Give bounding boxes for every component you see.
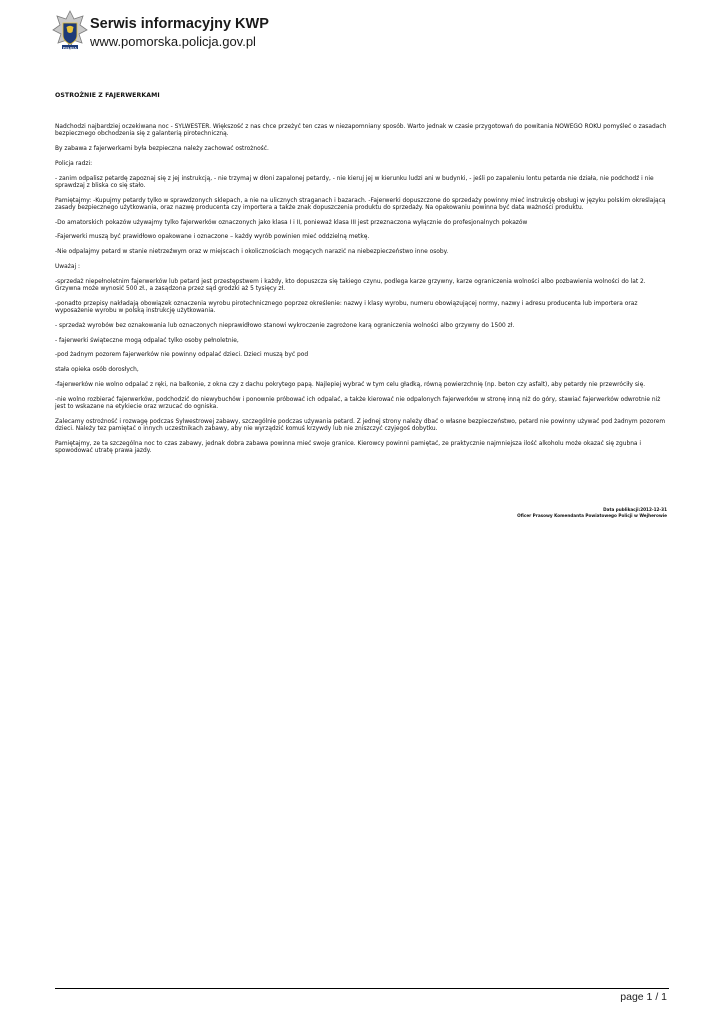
page-number: page 1 / 1 [620, 991, 667, 1003]
paragraph: - zanim odpalisz petardę zapoznaj się z jej instrukcją, - nie trzymaj w dłoni zapalonej petardy, - nie kieruj jej w kierunku ludzi ani w budynki, - jeśli po zapaleniu lontu petarda nie działa, nie podchodź i nie sprawdzaj z bliska co się stało. [55, 175, 654, 189]
article-body [55, 124, 670, 463]
paragraph: -ponadto przepisy nakładają obowiązek oznaczenia wyrobu pirotechnicznego poprzez określenie: nazwy i klasy wyrobu, numeru obowiązującej normy, nazwy i adresu producenta lub importera oraz wyposażenie wyrobu w polską instrukcję użytkowania. [55, 300, 638, 314]
paragraph: Pamiętajmy: -Kupujmy petardy tylko w sprawdzonych sklepach, a nie na ulicznych straganach i bazarach. -Fajerwerki dopuszczone do sprzedaży powinny mieć instrukcję obsługi w języku polskim określającą zasady bezpiecznego użytkowania, oraz nazwę producenta czy importera a także znak dopuszczenia produktu do sprzedaży. Na opakowaniu powinna być data ważności produktu. [55, 197, 666, 211]
logo-text: POLICJA [63, 45, 77, 50]
paragraph: -Do amatorskich pokazów używajmy tylko fajerwerków oznaczonych jako klasa I i II, ponieważ klasa III jest przeznaczona wyłącznie do profesjonalnych pokazów [55, 219, 528, 226]
publication-date: Data publikacji:2012-12-31 [603, 507, 667, 512]
paragraph: -Fajerwerki muszą być prawidłowo opakowane i oznaczone – każdy wyrób powinien mieć oddzielną metkę. [55, 234, 370, 241]
paragraph: -nie wolno rozbierać fajerwerków, podchodzić do niewybuchów i ponownie próbować ich odpalać, a także kierować nie odpalonych fajerwerków w stronę inną niż do góry, stawiać fajerwerków odwrotnie niż jest to wskazane na etykiecie oraz wrzucać do ogniska. [55, 396, 661, 410]
paragraph: stała opieka osób dorosłych, [55, 367, 139, 374]
paragraph: - sprzedaż wyrobów bez oznakowania lub oznaczonych nieprawidłowo stanowi wykroczenie zagrożone karą ograniczenia wolności albo grzywny do 1500 zł. [55, 322, 515, 329]
page-header [52, 10, 682, 56]
paragraph: Policja radzi: [55, 160, 93, 167]
paragraph: -sprzedaż niepełnoletnim fajerwerków lub petard jest przestępstwem i każdy, kto dopuszcza się takiego czynu, podlega karze grzywny, karze ograniczenia wolności albo pozbawienia wolności do lat 2. Grzywna może wynosić 500 zł., a zasądzona przez sąd grodzki aż 5 tysięcy zł. [55, 278, 646, 292]
footer-divider [55, 988, 669, 989]
paragraph: -Nie odpalajmy petard w stanie nietrzeźwym oraz w miejscach i okolicznościach mogących narazić na niebezpieczeństwo inne osoby. [55, 249, 449, 256]
paragraph: By zabawa z fajerwerkami była bezpieczna należy zachować ostrożność. [55, 146, 269, 152]
paragraph: Zalecamy ostrożność i rozwagę podczas Sylwestrowej zabawy, szczególnie podczas używania petard. Z jednej strony należy dbać o własne bezpieczeństwo, petard nie powinny używać pod żadnym pozorem dzieci. Należy tez pamiętać o innych uczestnikach zabawy, aby nie wyrządzić komuś krzywdy lub nie zniszczyć czyjegoś dobytku. [55, 418, 666, 432]
publication-meta [517, 507, 667, 518]
paragraph: - fajerwerki świąteczne mogą odpalać tylko osoby pełnoletnie, [55, 337, 239, 344]
paragraph: -fajerwerków nie wolno odpalać z ręki, na balkonie, z okna czy z dachu pokrytego papą. Najlepiej wybrać w tym celu gładką, równą powierzchnię (np. beton czy asfalt), aby petardy nie przewróciły się. [55, 381, 646, 388]
paragraph: Nadchodzi najbardziej oczekiwana noc - SYLWESTER. Większość z nas chce przeżyć ten czas w niezapomniany sposób. Warto jednak w czasie przygotowań do powitania NOWEGO ROKU pomyśleć o zasadach bezpiecznego obchodzenia się z galanterią pirotechniczną. [55, 124, 667, 138]
paragraph: -pod żadnym pozorem fajerwerków nie powinny odpalać dzieci. Dzieci muszą być pod [55, 352, 309, 359]
police-star-logo [52, 10, 88, 54]
paragraph: Uważaj : [55, 263, 80, 270]
article-title: OSTROŻNIE Z FAJERWERKAMI [55, 92, 160, 99]
site-title: Serwis informacyjny KWP [90, 16, 269, 32]
site-url[interactable]: www.pomorska.policja.gov.pl [90, 34, 256, 49]
paragraph: Pamiętajmy, ze ta szczególna noc to czas zabawy, jednak dobra zabawa powinna mieć swoje granice. Kierowcy powinni pamiętać, ze praktycznie najmniejsza ilość alkoholu może okazać się zgubna i spowodować utratę prawa jazdy. [55, 440, 642, 454]
author: Oficer Prasowy Komendanta Powiatowego Policji w Wejherowie [517, 512, 667, 518]
